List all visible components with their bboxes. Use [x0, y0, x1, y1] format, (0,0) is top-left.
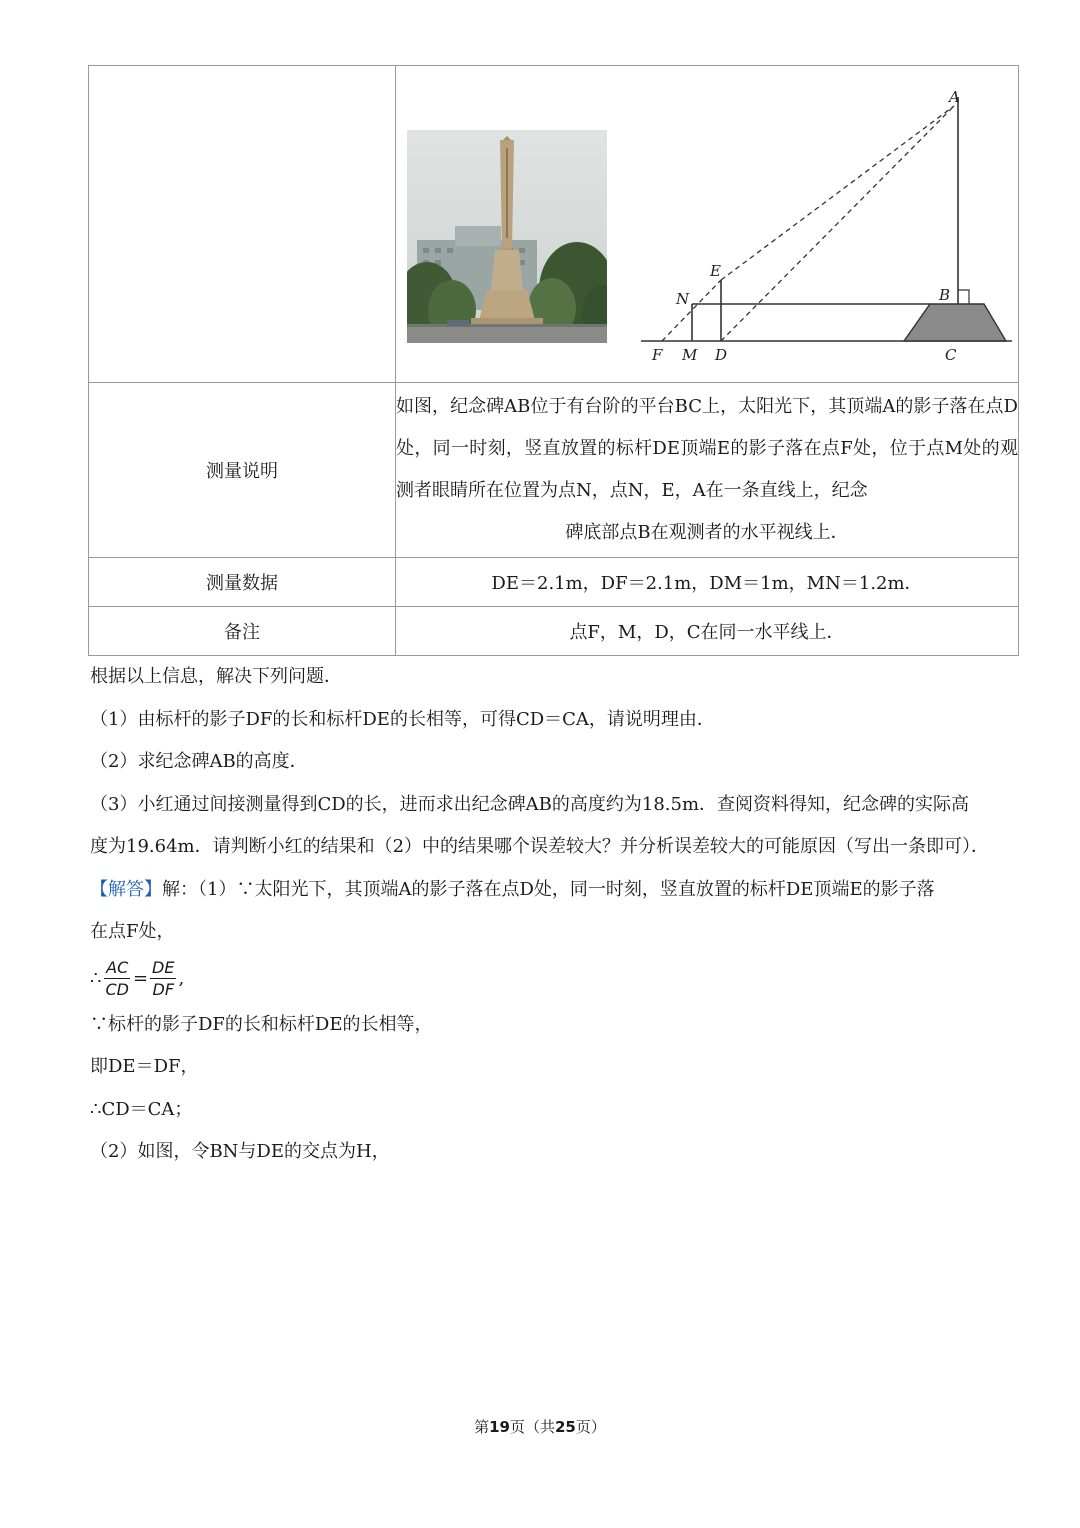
label-f: F [652, 346, 663, 364]
question-3-line-1: （3）小红通过间接测量得到CD的长，进而求出纪念碑AB的高度约为18.5m．查阅资料得知，纪念碑的实际高 [90, 793, 970, 815]
fraction-equation [90, 954, 1018, 1004]
label-m: M [682, 346, 698, 364]
intro-text: 根据以上信息，解决下列问题． [90, 666, 342, 687]
question-1: （1）由标杆的影子DF的长和标杆DE的长相等，可得CD＝CA，请说明理由． [90, 708, 715, 730]
label-e: E [710, 262, 721, 280]
geometry-diagram [636, 82, 1016, 367]
description-line-4: 碑底部点B在观测者的水平视线上． [565, 522, 849, 543]
label-a: A [949, 88, 960, 106]
image-row-content-cell [396, 66, 1019, 383]
problem-body [90, 656, 1018, 1174]
description-label: 测量说明 [89, 383, 396, 558]
question-3-line-2: 度为19.64m．请判断小红的结果和（2）中的结果哪个误差较大？并分析误差较大的可能原因（写出一条即可）． [90, 836, 990, 857]
platform-trapezoid [904, 304, 1006, 341]
footer-mid: 页（共 [509, 1418, 555, 1436]
therefore-symbol: ∴ [90, 967, 102, 989]
answer-line-1 [90, 869, 1018, 912]
ray-ea [721, 106, 954, 280]
footer-total-pages: 25 [555, 1418, 576, 1436]
table-row-data [89, 558, 1019, 607]
fraction-1-numerator: AC [106, 957, 129, 977]
data-label: 测量数据 [89, 558, 396, 607]
fraction-de-df [150, 959, 176, 999]
description-content [396, 383, 1019, 558]
answer-tag: 【解答】 [90, 878, 162, 900]
footer-suffix: 页） [575, 1418, 606, 1436]
answer-line-2: 在点F处， [90, 921, 175, 942]
question-2: （2）求纪念碑AB的高度． [90, 751, 308, 772]
label-d: D [715, 346, 728, 364]
measurement-table [88, 65, 1019, 656]
fraction-1-denominator: CD [105, 979, 129, 999]
ray-da [721, 106, 954, 341]
answer-line-4: ∵标杆的影子DF的长和标杆DE的长相等， [90, 1013, 433, 1035]
note-label: 备注 [89, 607, 396, 656]
fraction-ac-cd [103, 959, 131, 999]
monument-photo [407, 130, 607, 343]
table-row-description [89, 383, 1019, 558]
answer-line-1-text: 解：（1）∵太阳光下，其顶端A的影子落在点D处，同一时刻，竖直放置的标杆DE顶端E的影子落 [162, 878, 935, 900]
answer-line-5: 即DE＝DF， [90, 1056, 199, 1077]
image-row-label-cell [89, 66, 396, 383]
page-footer [0, 1416, 1080, 1437]
fraction-2-numerator: DE [152, 957, 175, 977]
label-n: N [676, 290, 690, 308]
answer-line-7: （2）如图，令BN与DE的交点为H， [90, 1141, 390, 1162]
fraction-tail: , [178, 967, 185, 989]
description-line-2: 在点D处，同一时刻，竖直放置的标杆DE顶端E的影子落在点F处，位 [396, 396, 1018, 459]
label-c: C [945, 346, 957, 364]
answer-line-6: ∴CD＝CA； [90, 1098, 193, 1120]
right-angle-marker-b [958, 290, 969, 304]
label-b: B [939, 286, 951, 304]
equals-sign: = [132, 967, 149, 989]
fraction-2-denominator: DF [152, 979, 175, 999]
footer-page-number: 19 [489, 1418, 510, 1436]
table-row-images [89, 66, 1019, 383]
data-content: DE＝2.1m，DF＝2.1m，DM＝1m，MN＝1.2m． [396, 558, 1019, 607]
description-line-3: 于点M处的观测者眼睛所在位置为点N，点N，E，A在一条直线上，纪念 [396, 438, 1018, 501]
footer-prefix: 第 [474, 1418, 490, 1436]
table-row-note [89, 607, 1019, 656]
description-line-1: 如图，纪念碑AB位于有台阶的平台BC上，太阳光下，其顶端A的影子落 [396, 396, 968, 417]
note-content: 点F，M，D，C在同一水平线上． [396, 607, 1019, 656]
